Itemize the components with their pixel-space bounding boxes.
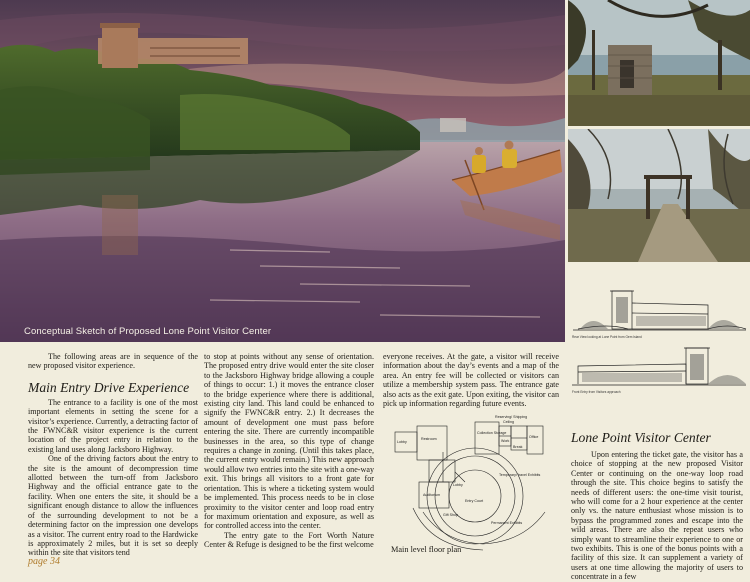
stone-ruin-photo: [568, 0, 750, 126]
text-column-1: [28, 352, 198, 558]
plan-room-work: Work: [501, 439, 510, 443]
plan-room-reserving: Reserving/ Shipping: [495, 415, 528, 419]
plan-room-ceiling: Ceiling: [503, 420, 514, 424]
plan-room-restroom: Restroom: [421, 437, 437, 441]
front-elevation-caption: Front Entry from Visitors approach: [572, 390, 621, 394]
plan-room-office: Office: [529, 435, 539, 439]
page-number: page 34: [28, 556, 60, 567]
floor-plan-label: Main level floor plan: [391, 545, 462, 554]
plan-room-temporary-exhibits: Temporary/ travel Exhibits: [499, 473, 541, 477]
sketch-caption: Conceptual Sketch of Proposed Lone Point Visitor Center: [24, 326, 272, 337]
entry-paragraph-4: The entry gate to the Fort Worth Nature Center & Refuge is designed to be the first welcome: [204, 530, 374, 550]
text-column-3: [383, 352, 559, 408]
main-entry-heading: Main Entry Drive Experience: [28, 379, 190, 395]
plan-room-permanent-exhibits: Permanent Exhibits: [491, 521, 523, 525]
rear-elevation-sketch: [568, 283, 750, 341]
text-column-2: [204, 352, 374, 550]
rear-elevation-caption: Rear View looking at Lone Point from Gem Island: [572, 335, 642, 339]
visitor-center-paragraph: Upon entering the ticket gate, the visitor has a choice of stopping at the new proposed Visitor Center or continuing on the one-way loop road through the site. This choice begins to satisfy the needs of different users: the one-time visit tourist, who will come for a 2 hour experience at the center only vs. the nature enthusiast whose mission is to bypass the programmed zones and escape into the wild areas. There are also the repeat users who simply want to streamline their experience to one or two exhibits. This is one of the bonus points with a facility of this size. It can supplement a variety of users at one time allowing the majority of users to concentrate in a few: [571, 450, 743, 582]
conceptual-sketch-image: [0, 0, 565, 342]
intro-paragraph: The following areas are in sequence of the new proposed visitor experience.: [28, 352, 198, 371]
entry-paragraph-1: The entrance to a facility is one of the most important elements in setting the scene for a visitor’s experience. Currently, a detracting factor of the FWNC&R visitor experience is the current location of the project entry in relation to the existing land uses along Jacksboro Highway.: [28, 397, 198, 454]
plan-room-lobby-2: Lobby: [453, 483, 463, 487]
trail-gate-photo: [568, 129, 750, 262]
entry-paragraph-2: One of the driving factors about the entry to the site is the amount of decompression time allotted between the turn-off from Jacksboro Highway and the official entrance gate to the facility. When one enters the site, it should be a significant enough distance to allow the influences of the surrounding development to not be a determining factor on the impression one develops as a visitor. The current entry road to the Hardwicke is approximately 2 miles, but it is set so deeply within the site that visitors tend: [28, 454, 198, 558]
entry-paragraph-5: everyone receives. At the gate, a visitor will receive information about the day’s events and a map of the area. An entry fee will be collected or visitors can utilize a membership system pass. The entrance gate also acts as the exit gate. Upon exiting, the visitor can pick up information regarding future events.: [383, 352, 559, 409]
plan-room-auditorium: Auditorium: [423, 493, 441, 497]
visitor-center-heading: Lone Point Visitor Center: [571, 430, 711, 445]
front-elevation-sketch: [568, 344, 750, 396]
plan-room-lobby: Lobby: [397, 440, 407, 444]
plan-room-gift-shop: Gift Shop: [443, 513, 458, 517]
entry-paragraph-3: to stop at points without any sense of orientation. The proposed entry drive would enter the site closer to the Jacksboro Highway bridge allowing a couple of things to occur: 1.) it moves the entrance closer to the bridge experience where there is additional, existing city land. This land could be enhanced to signify the FWNC&R entry. 2.) It decreases the amount of development one must pass before entering the site. There are currently incompatible businesses in the area, so this type of change requires a change in zoning. (Until this takes place, the current entry would remain.) This new approach would allow two entries into the site with a one-way exit. This brings all visitors to a front gate for orientation. This is where a ticketing system would be implemented. This process needs to be in close proximity to the visitor center and loop road entry for maximum orientation and exposure, as well as for controlled access into the center.: [204, 352, 374, 531]
plan-room-break: Break: [513, 445, 523, 449]
text-column-4: [571, 430, 743, 582]
plan-room-entry-court: Entry Court: [465, 499, 484, 503]
plan-room-collection: Collection Storage: [477, 431, 507, 435]
floor-plan-drawing: [383, 412, 563, 552]
